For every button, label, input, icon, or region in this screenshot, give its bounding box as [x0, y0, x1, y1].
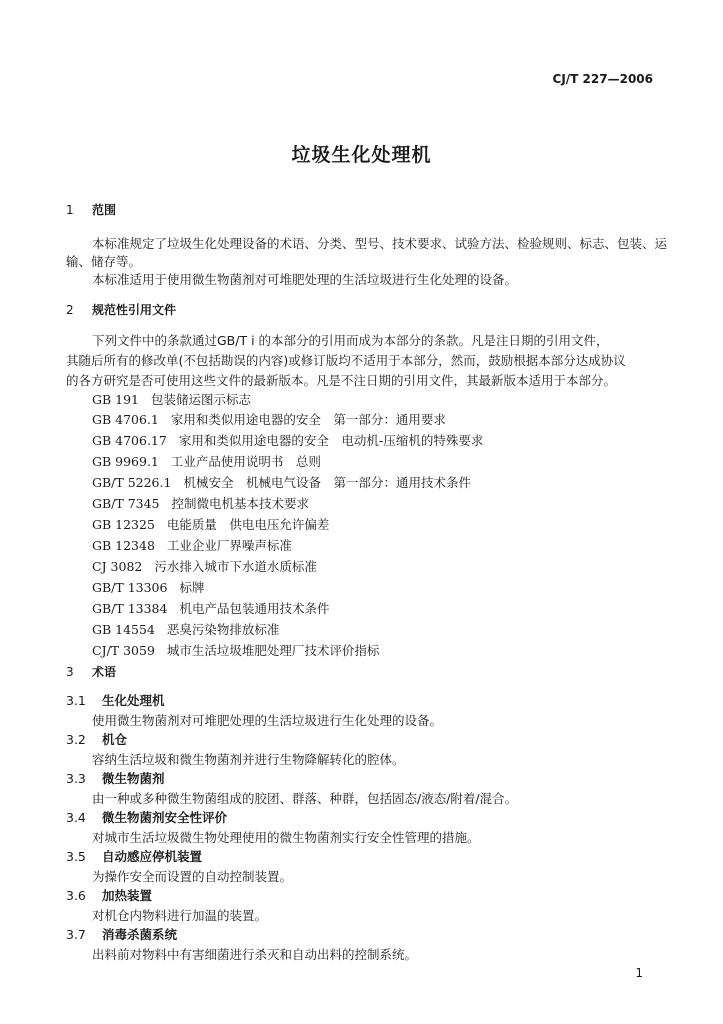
- term-heading: [66, 925, 177, 943]
- reference-code: CJ 3082: [92, 559, 143, 574]
- term-definition: 对机仓内物料进行加温的装置。: [92, 908, 268, 923]
- term-heading: [66, 691, 165, 709]
- reference-code: GB 191: [92, 392, 140, 407]
- reference-code: CJ/T 3059: [92, 643, 155, 658]
- reference-code: GB/T 7345: [92, 496, 160, 511]
- reference-item: [92, 494, 309, 512]
- document-code: CJ/T 227—2006: [552, 72, 653, 86]
- term-name: 自动感应停机装置: [102, 849, 203, 864]
- scope-paragraph-line: 本标准规定了垃圾生化处理设备的术语、分类、型号、技术要求、试验方法、检验规则、标志、包装、运: [92, 236, 668, 251]
- reference-item: [92, 410, 446, 428]
- reference-title: 机电产品包装通用技术条件: [179, 601, 330, 616]
- term-name: 消毒杀菌系统: [102, 927, 178, 942]
- reference-code: GB 4706.17: [92, 433, 167, 448]
- reference-code: GB 12348: [92, 538, 155, 553]
- term-definition: 容纳生活垃圾和微生物菌剂并进行生物降解转化的腔体。: [92, 752, 405, 767]
- term-definition: 由一种或多种微生物菌组成的胶团、群落、种群，包括固态/液态/附着/混合。: [92, 791, 518, 806]
- term-number: 3.1: [66, 693, 86, 708]
- section-3-heading: [66, 663, 116, 680]
- reference-title: 工业产品使用说明书 总则: [170, 454, 321, 469]
- term-number: 3.3: [66, 771, 86, 786]
- reference-code: GB 9969.1: [92, 454, 159, 469]
- reference-title: 控制微电机基本技术要求: [171, 496, 310, 511]
- term-heading: [66, 730, 127, 748]
- reference-title: 标牌: [179, 580, 205, 595]
- reference-title: 城市生活垃圾堆肥处理厂技术评价指标: [166, 643, 380, 658]
- reference-title: 污水排入城市下水道水质标准: [154, 559, 317, 574]
- refs-intro-line: 其随后所有的修改单(不包括勘误的内容)或修订版均不适用于本部分，然而，鼓励根据本部分达成协议: [66, 353, 626, 368]
- reference-item: [92, 578, 204, 596]
- reference-title: 机械安全 机械电气设备 第一部分：通用技术条件: [183, 475, 471, 490]
- reference-code: GB 12325: [92, 517, 155, 532]
- reference-item: [92, 473, 471, 491]
- reference-item: [92, 452, 321, 470]
- page-number: 1: [635, 966, 643, 980]
- section-1-heading: [66, 201, 116, 218]
- refs-intro-line: 下列文件中的条款通过GB/T i 的本部分的引用而成为本部分的条款。凡是注日期的引用文件，: [92, 333, 609, 348]
- term-definition: 对城市生活垃圾微生物处理使用的微生物菌剂实行安全性管理的措施。: [92, 830, 480, 845]
- section-number: 3: [66, 665, 74, 679]
- scope-paragraph: 本标准适用于使用微生物菌剂对可堆肥处理的生活垃圾进行生化处理的设备。: [92, 272, 518, 287]
- reference-code: GB/T 5226.1: [92, 475, 172, 490]
- section-title: 规范性引用文件: [92, 303, 177, 317]
- term-number: 3.5: [66, 849, 86, 864]
- reference-item: [92, 431, 483, 449]
- reference-title: 电能质量 供电电压允许偏差: [166, 517, 330, 532]
- reference-code: GB 14554: [92, 622, 155, 637]
- term-definition: 使用微生物菌剂对可堆肥处理的生活垃圾进行生化处理的设备。: [92, 713, 443, 728]
- section-number: 1: [66, 203, 74, 217]
- reference-item: [92, 641, 379, 659]
- reference-title: 恶臭污染物排放标准: [166, 622, 280, 637]
- reference-title: 家用和类似用途电器的安全 电动机-压缩机的特殊要求: [178, 433, 484, 448]
- reference-item: [92, 599, 329, 617]
- reference-item: [92, 390, 251, 408]
- reference-code: GB/T 13306: [92, 580, 168, 595]
- term-heading: [66, 808, 227, 826]
- term-name: 机仓: [102, 732, 128, 747]
- reference-title: 工业企业厂界噪声标准: [166, 538, 292, 553]
- reference-item: [92, 620, 279, 638]
- page-title: 垃圾生化处理机: [291, 144, 432, 166]
- reference-item: [92, 536, 292, 554]
- reference-code: GB 4706.1: [92, 412, 159, 427]
- term-name: 加热装置: [102, 888, 153, 903]
- section-title: 术语: [92, 665, 117, 679]
- term-name: 微生物菌剂: [102, 771, 165, 786]
- term-number: 3.4: [66, 810, 86, 825]
- term-heading: [66, 847, 202, 865]
- section-number: 2: [66, 303, 74, 317]
- reference-title: 包装储运图示标志: [151, 392, 252, 407]
- refs-intro-line: 的各方研究是否可使用这些文件的最新版本。凡是不注日期的引用文件，其最新版本适用于本部分。: [66, 373, 617, 388]
- reference-code: GB/T 13384: [92, 601, 168, 616]
- term-name: 微生物菌剂安全性评价: [102, 810, 228, 825]
- term-definition: 出料前对物料中有害细菌进行杀灭和自动出料的控制系统。: [92, 947, 418, 962]
- term-heading: [66, 769, 165, 787]
- term-number: 3.6: [66, 888, 86, 903]
- term-name: 生化处理机: [102, 693, 165, 708]
- section-2-heading: [66, 301, 176, 318]
- term-heading: [66, 886, 152, 904]
- reference-item: [92, 557, 317, 575]
- scope-paragraph-line: 输、储存等。: [66, 254, 142, 269]
- term-number: 3.2: [66, 732, 86, 747]
- reference-item: [92, 515, 329, 533]
- section-title: 范围: [92, 203, 117, 217]
- reference-title: 家用和类似用途电器的安全 第一部分：通用要求: [170, 412, 446, 427]
- term-definition: 为操作安全而设置的自动控制装置。: [92, 869, 293, 884]
- term-number: 3.7: [66, 927, 86, 942]
